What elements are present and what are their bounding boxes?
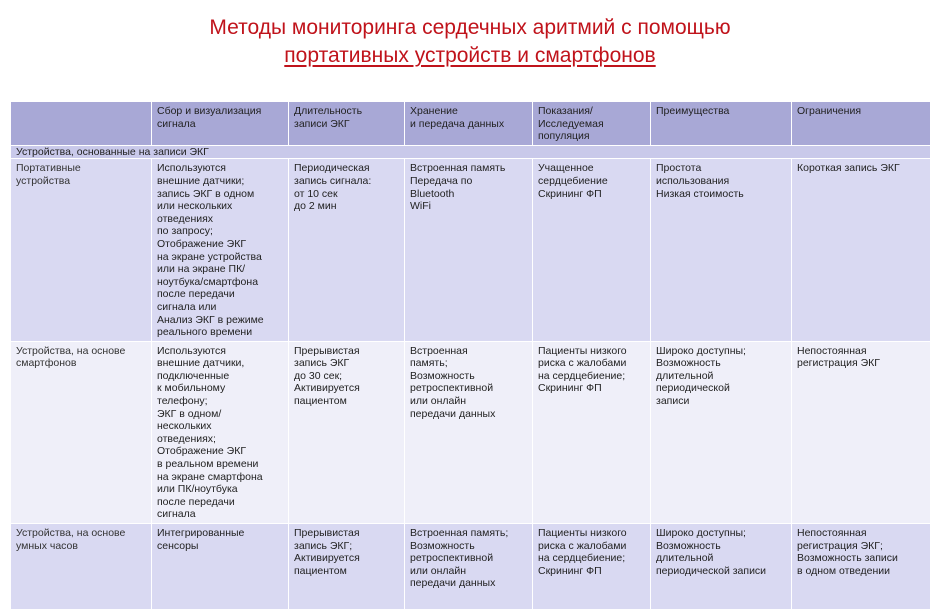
- row-label: Устройства, на основе умных часов: [11, 524, 152, 610]
- table-cell: Простота использования Низкая стоимость: [651, 159, 792, 341]
- section-label: Устройства, основанные на записи ЭКГ: [11, 145, 931, 159]
- table-cell: Пациенты низкого риска с жалобами на сердцебиение; Скрининг ФП: [533, 341, 651, 523]
- table-cell: Пациенты низкого риска с жалобами на сердцебиение; Скрининг ФП: [533, 524, 651, 610]
- header-cell-empty: [11, 102, 152, 146]
- row-label: Устройства, на основе смартфонов: [11, 341, 152, 523]
- table-row: [11, 524, 931, 610]
- table-row: [11, 159, 931, 341]
- header-cell-duration: Длительность записи ЭКГ: [289, 102, 405, 146]
- table-cell: Непостоянная регистрация ЭКГ; Возможность записи в одном отведении: [792, 524, 931, 610]
- table-row: [11, 341, 931, 523]
- header-cell-limitations: Ограничения: [792, 102, 931, 146]
- table-cell: Используются внешние датчики, подключенные к мобильному телефону; ЭКГ в одном/ нескольких отведениях; Отображение ЭКГ в реальном времени на экране смартфона или ПК/ноутбука после передачи сигнала: [152, 341, 289, 523]
- table-cell: Широко доступны; Возможность длительной периодической записи: [651, 524, 792, 610]
- table-cell: Широко доступны; Возможность длительной периодической записи: [651, 341, 792, 523]
- header-cell-indications: Показания/ Исследуемая популяция: [533, 102, 651, 146]
- title-line-1: Методы мониторинга сердечных аритмий с помощью: [209, 16, 731, 39]
- table-cell: Встроенная память; Возможность ретроспективной или онлайн передачи данных: [405, 524, 533, 610]
- table-cell: Непостоянная регистрация ЭКГ: [792, 341, 931, 523]
- table-cell: Прерывистая запись ЭКГ до 30 сек; Активируется пациентом: [289, 341, 405, 523]
- table-cell: Прерывистая запись ЭКГ; Активируется пациентом: [289, 524, 405, 610]
- table-cell: Короткая запись ЭКГ: [792, 159, 931, 341]
- methods-table: [10, 101, 931, 610]
- table-cell: Учащенное сердцебиение Скрининг ФП: [533, 159, 651, 341]
- methods-table-container: [10, 101, 930, 590]
- table-cell: Периодическая запись сигнала: от 10 сек до 2 мин: [289, 159, 405, 341]
- row-label: Портативные устройства: [11, 159, 152, 341]
- section-row: [11, 145, 931, 159]
- table-cell: Интегрированные сенсоры: [152, 524, 289, 610]
- header-row: [11, 102, 931, 146]
- slide-title: [0, 14, 940, 70]
- title-line-2: портативных устройств и смартфонов: [284, 44, 656, 67]
- table-cell: Встроенная память Передача по Bluetooth WiFi: [405, 159, 533, 341]
- table-cell: Встроенная память; Возможность ретроспективной или онлайн передачи данных: [405, 341, 533, 523]
- header-cell-signal: Сбор и визуализация сигнала: [152, 102, 289, 146]
- header-cell-storage: Хранение и передача данных: [405, 102, 533, 146]
- header-cell-advantages: Преимущества: [651, 102, 792, 146]
- table-cell: Используются внешние датчики; запись ЭКГ в одном или нескольких отведениях по запросу; Отображение ЭКГ на экране устройства или на экране ПК/ ноутбука/смартфона после передачи сигнала или Анализ ЭКГ в режиме реального времени: [152, 159, 289, 341]
